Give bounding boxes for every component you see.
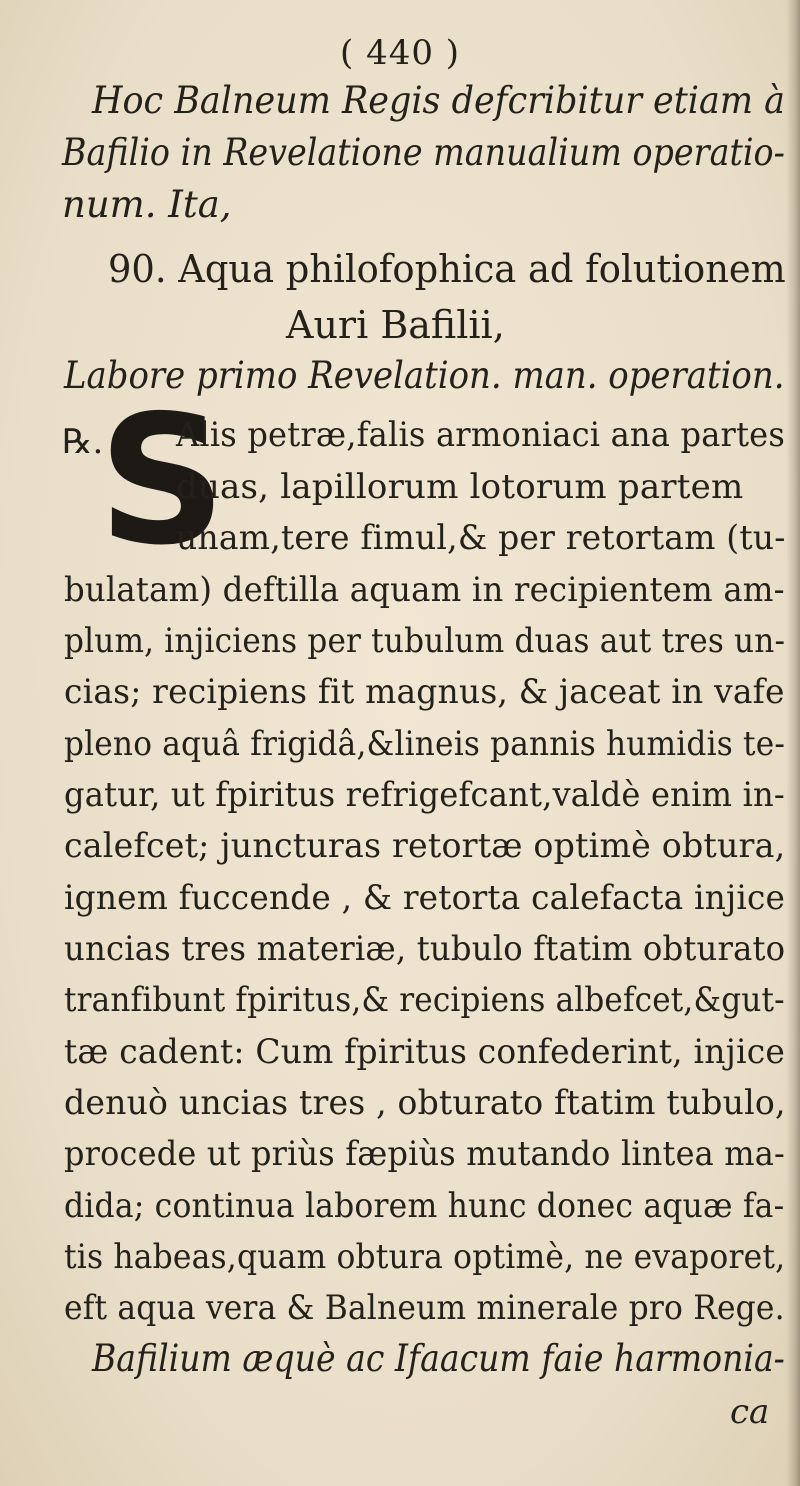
body-line: duas, lapillorum lotorum partem bbox=[176, 467, 744, 507]
section-title: 90. Aqua philofophica ad folutionem bbox=[108, 247, 786, 291]
body-line: uncias tres materiæ, tubulo ftatim obturato bbox=[64, 929, 786, 969]
body-line: unam,tere fimul,& per retortam (tu- bbox=[176, 518, 786, 558]
closing-italic-line: Bafilium æquè ac Ifaacum faie harmonia- bbox=[92, 1337, 785, 1380]
body-line: calefcet; juncturas retortæ optimè obtura, bbox=[64, 826, 786, 866]
body-line: ignem fuccende , & retorta calefacta injice bbox=[64, 878, 786, 918]
body-line: pleno aquâ frigidâ,&lineis pannis humidis te- bbox=[64, 724, 786, 764]
catchword: ca bbox=[730, 1392, 770, 1432]
section-subtitle: Auri Bafilii, bbox=[286, 303, 505, 347]
body-line: tis habeas,quam obtura optimè, ne evaporet, bbox=[64, 1237, 786, 1277]
section-reference: Labore primo Revelation. man. operation. bbox=[64, 354, 785, 397]
body-line: Alis petræ,falis armoniaci ana partes bbox=[176, 415, 786, 455]
body-line: procede ut priùs fæpiùs mutando lintea ma- bbox=[64, 1134, 785, 1174]
body-line: cias; recipiens fit magnus, & jaceat in vafe bbox=[64, 672, 785, 712]
page-number: ( 440 ) bbox=[340, 33, 461, 73]
body-line: bulatam) deftilla aquam in recipientem am- bbox=[64, 570, 785, 610]
body-line: dida; continua laborem hunc donec aquæ fa- bbox=[64, 1186, 785, 1226]
intro-line-2: Bafilio in Revelatione manualium operatio- bbox=[62, 131, 785, 174]
body-line: tæ cadent: Cum fpiritus confederint, injice bbox=[64, 1032, 786, 1072]
recipe-symbol: ℞. bbox=[62, 422, 104, 462]
body-line: tranfibunt fpiritus,& recipiens albefcet,&gut- bbox=[64, 980, 785, 1020]
intro-line-3: num. Ita, bbox=[62, 183, 232, 226]
body-line: plum, injiciens per tubulum duas aut tres un- bbox=[64, 621, 786, 661]
body-line: eft aqua vera & Balneum minerale pro Rege. bbox=[64, 1288, 785, 1328]
page-edge-shadow bbox=[786, 0, 800, 1486]
drop-cap-letter: S bbox=[98, 377, 227, 584]
body-line: denuò uncias tres , obturato ftatim tubulo, bbox=[64, 1083, 786, 1123]
intro-line-1: Hoc Balneum Regis defcribitur etiam à bbox=[92, 79, 785, 122]
body-line: gatur, ut fpiritus refrigefcant,valdè enim in- bbox=[64, 775, 785, 815]
